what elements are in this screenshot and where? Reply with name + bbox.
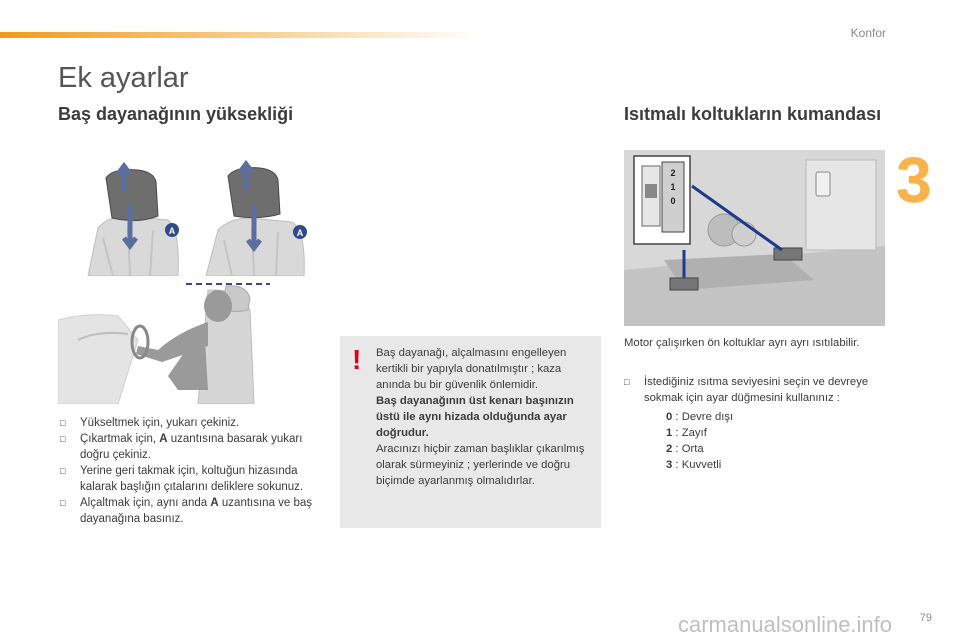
driver-headrest-illustration [58, 280, 270, 404]
list-item: □ Yerine geri takmak için, koltuğun hizasında kalarak başlığın çıtalarını deliklere sokunuz. [60, 465, 304, 493]
headrest-heading: Baş dayanağının yüksekliği [58, 104, 294, 124]
page-title: Ek ayarlar [58, 62, 189, 94]
headrest-illustration-2 [194, 158, 312, 276]
switch-label-1: 1 [670, 182, 676, 192]
list-item: □ Alçaltmak için, aynı anda A uzantısına ve baş dayanağına basınız. [60, 497, 313, 525]
bullet-marker-icon: □ [60, 418, 66, 428]
watermark: carmanualsonline.info [678, 612, 893, 637]
switch-label-2: 2 [670, 168, 676, 178]
list-item: □ Çıkartmak için, A uzantısına basarak yukarı doğru çekiniz. [60, 433, 303, 461]
bullet-marker-icon: □ [60, 466, 66, 476]
page-number: 79 [919, 612, 932, 624]
callout-a-2: A [296, 228, 304, 238]
headrest-illustration-1 [68, 158, 186, 276]
level-row: 1 : Zayıf [666, 427, 707, 439]
callout-a-1: A [168, 226, 176, 236]
level-row: 2 : Orta [666, 443, 704, 455]
heated-seats-note: Motor çalışırken ön koltuklar ayrı ayrı ısıtılabilir. [624, 337, 860, 349]
bullet-marker-icon: □ [60, 498, 66, 508]
level-row: 3 : Kuvvetli [666, 459, 722, 471]
heated-seat-switch-illustration [624, 150, 885, 326]
warning-text: Baş dayanağı, alçalmasını engelleyen kertikli bir yapıyla donatılmıştır ; kaza anında bu bir güvenlik önlemidir. Baş dayanağının üst kenarı başınızın üstü ile aynı hizada olduğunda ayar doğrudur. Aracınızı hiçbir zaman başlıklar çıkarılmış olarak sürmeyiniz ; yerlerinde ve doğru biçimde ayarlanmış olmalıdırlar. [376, 347, 585, 487]
warning-box [340, 336, 601, 528]
list-item: □ Yükseltmek için, yukarı çekiniz. [60, 417, 240, 429]
bullet-marker-icon: □ [624, 377, 630, 387]
heating-levels [666, 409, 894, 473]
chapter-number: 3 [896, 144, 932, 216]
headrest-instructions [60, 415, 330, 527]
header-accent-bar [0, 32, 480, 38]
switch-label-0: 0 [670, 196, 676, 206]
exclamation-icon: ! [352, 344, 362, 375]
section-label: Konfor [850, 26, 886, 40]
bullet-marker-icon: □ [60, 434, 66, 444]
list-item: □ İstediğiniz ısıtma seviyesini seçin ve devreye sokmak için ayar düğmesini kullanınız : 0 : Devre dışı 1 : Zayıf 2 : Orta 3 : Kuvvetli [624, 374, 894, 473]
level-row: 0 : Devre dışı [666, 411, 734, 423]
heated-seats-instructions [624, 374, 894, 473]
heated-seats-heading: Isıtmalı koltukların kumandası [624, 104, 882, 124]
